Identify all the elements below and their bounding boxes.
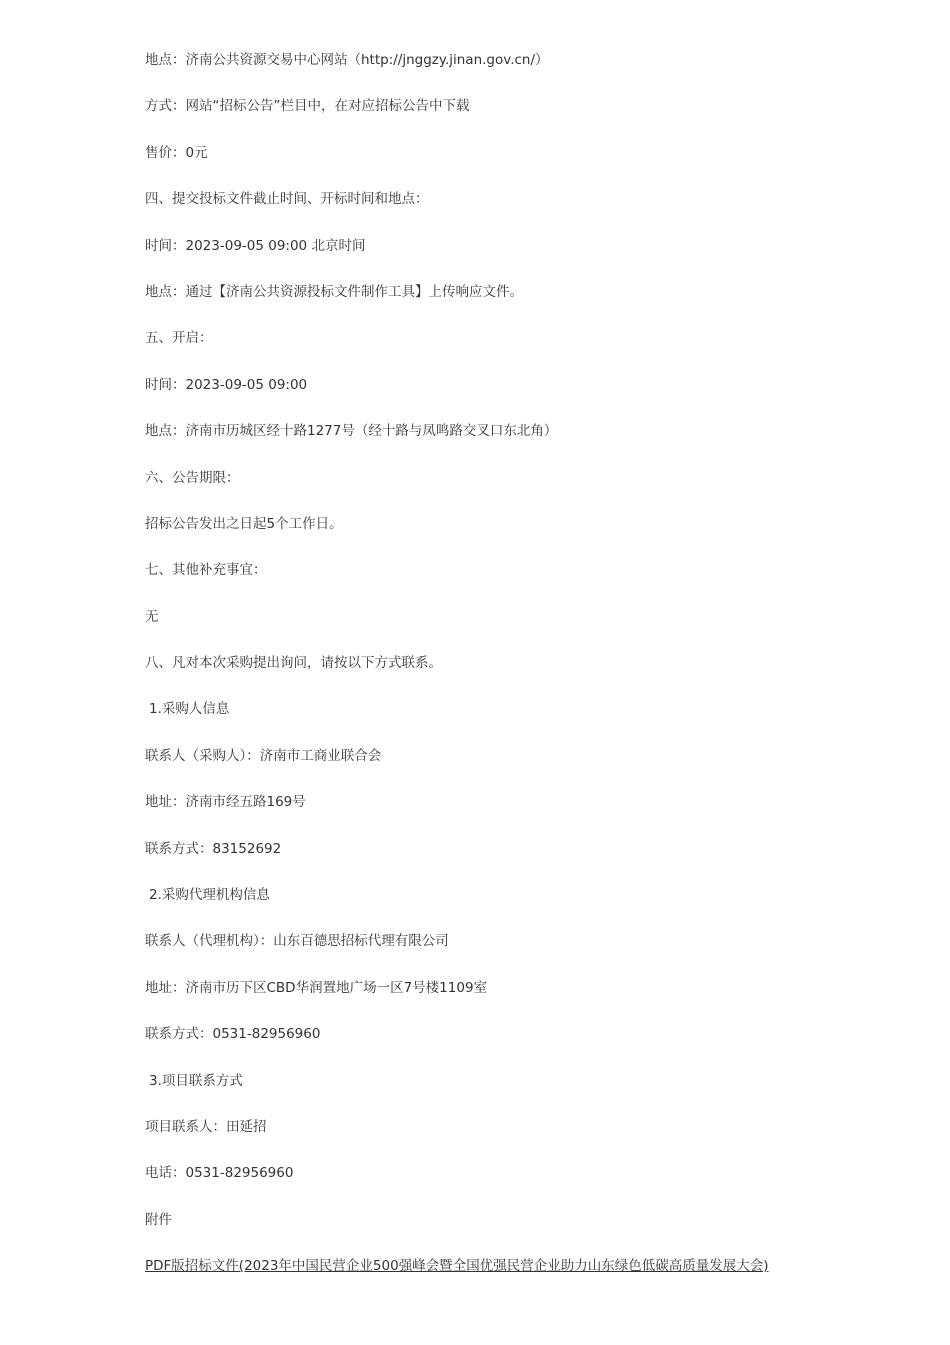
- attachment-link[interactable]: PDF版招标文件(2023年中国民营企业500强峰会暨全国优强民营企业助力山东绿色低碳高质量发展大会): [145, 1258, 769, 1275]
- text-line: 联系人（代理机构）：山东百德思招标代理有限公司: [145, 933, 449, 950]
- text-line: 联系方式：0531-82956960: [145, 1026, 321, 1043]
- text-line: 地点：济南市历城区经十路1277号（经十路与凤鸣路交叉口东北角）: [145, 423, 558, 440]
- text-line: 地点：济南公共资源交易中心网站（http://jnggzy.jinan.gov.cn/）: [145, 52, 549, 68]
- section-heading: 四、提交投标文件截止时间、开标时间和地点：: [145, 191, 429, 208]
- section-heading: 七、其他补充事宜：: [145, 562, 267, 579]
- subsection-heading: 3.项目联系方式: [149, 1072, 243, 1089]
- document-body: [145, 48, 925, 1301]
- section-heading: 六、公告期限：: [145, 469, 240, 486]
- text-line: 时间：2023-09-05 09:00 北京时间: [145, 237, 366, 254]
- text-line: 招标公告发出之日起5个工作日。: [145, 515, 343, 532]
- text-line: 联系人（采购人）：济南市工商业联合会: [145, 747, 382, 764]
- text-line: 地址：济南市历下区CBD华润置地广场一区7号楼1109室: [145, 979, 488, 996]
- text-line: 方式：网站“招标公告”栏目中，在对应招标公告中下载: [145, 98, 470, 115]
- section-heading: 五、开启：: [145, 330, 213, 347]
- section-heading: 八、凡对本次采购提出询问，请按以下方式联系。: [145, 655, 442, 672]
- text-line: 地点：通过【济南公共资源投标文件制作工具】上传响应文件。: [145, 283, 523, 300]
- subsection-heading: 2.采购代理机构信息: [149, 887, 270, 904]
- text-line: 地址：济南市经五路169号: [145, 794, 306, 811]
- text-line: 联系方式：83152692: [145, 840, 282, 857]
- text-line: 无: [145, 608, 159, 625]
- text-line: 电话：0531-82956960: [145, 1165, 294, 1182]
- text-line: 项目联系人：田延招: [145, 1118, 267, 1135]
- subsection-heading: 1.采购人信息: [149, 701, 230, 718]
- text-line: 售价：0元: [145, 144, 208, 161]
- attachment-row: [145, 1254, 925, 1300]
- text-line: 时间：2023-09-05 09:00: [145, 376, 308, 393]
- attachments-label: 附件: [145, 1211, 172, 1228]
